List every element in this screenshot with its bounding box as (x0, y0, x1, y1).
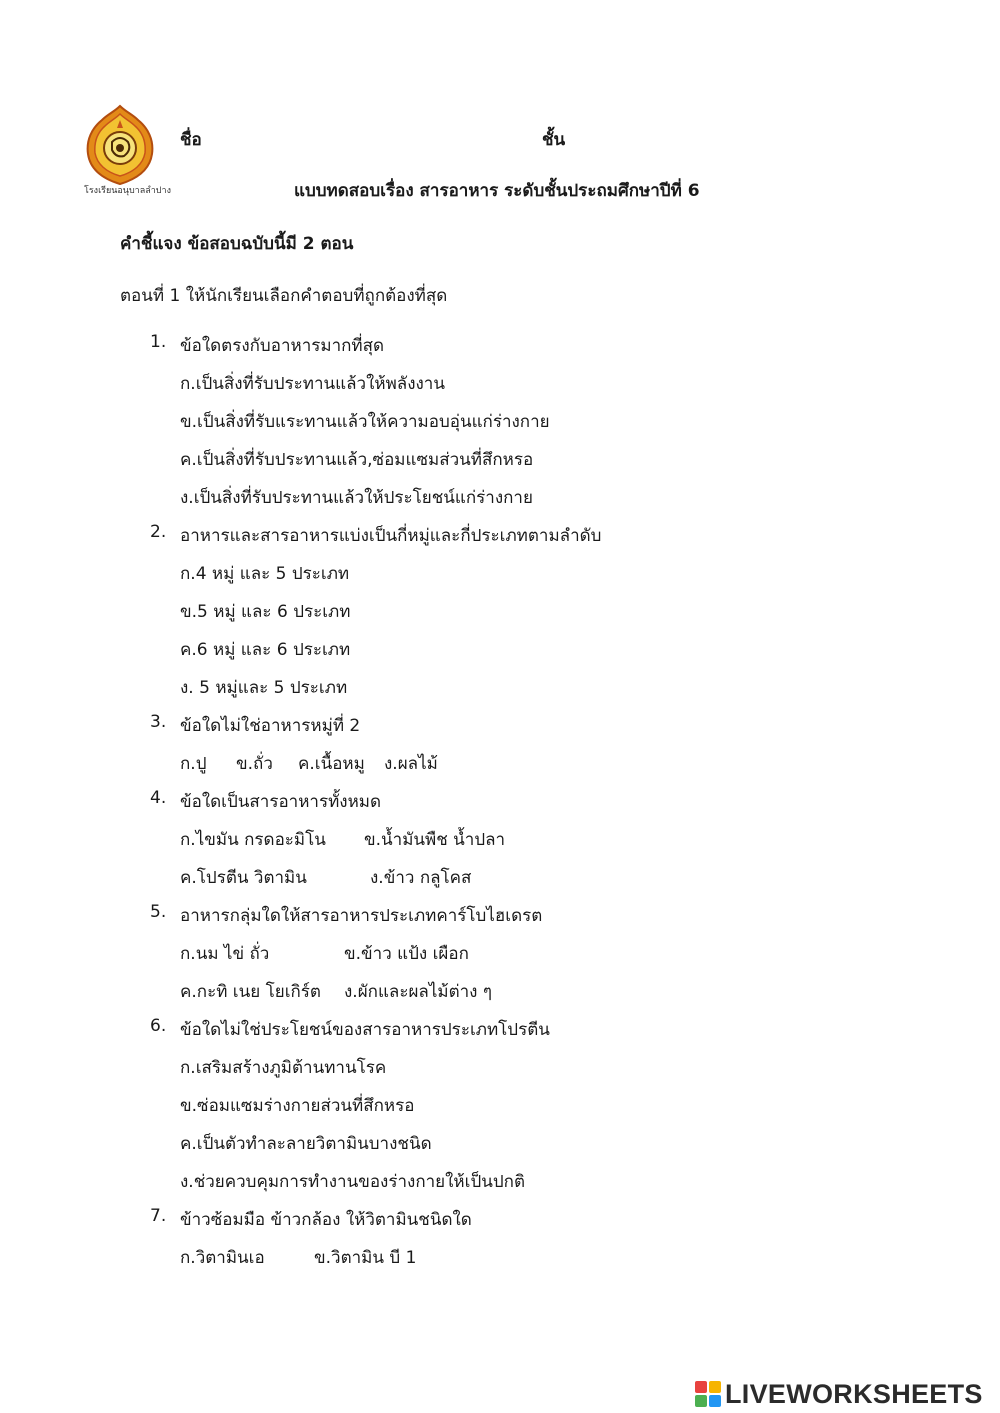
answer-option: ง.เป็นสิ่งที่รับประทานแล้วให้ประโยชน์แก่ร่างกาย (180, 488, 533, 508)
answer-option: ก.ไขมัน กรดอะมิโน (180, 830, 326, 850)
answer-option: ง. 5 หมู่และ 5 ประเภท (180, 678, 348, 698)
answer-option: ก.วิตามินเอ (180, 1248, 265, 1268)
page-title: แบบทดสอบเรื่อง สารอาหาร ระดับชั้นประถมศึกษาปีที่ 6 (294, 181, 700, 201)
answer-option: ค.เป็นสิ่งที่รับประทานแล้ว,ซ่อมแซมส่วนที่สึกหรอ (180, 450, 534, 470)
answer-option: ข.น้ำมันพืช น้ำปลา (364, 830, 506, 850)
question-number: 7. (150, 1206, 167, 1226)
answer-option: ค.เป็นตัวทำละลายวิตามินบางชนิด (180, 1134, 432, 1154)
question-text: อาหารกลุ่มใดให้สารอาหารประเภทคาร์โบไฮเดรต (180, 906, 543, 926)
answer-option: ก.4 หมู่ และ 5 ประเภท (180, 564, 350, 584)
answer-option: ง.ข้าว กลูโคส (370, 868, 472, 888)
answer-option: ค.กะทิ เนย โยเกิร์ต (180, 982, 321, 1002)
watermark-text: LIVEWORKSHEETS (725, 1378, 983, 1409)
question-text: ข้อใดเป็นสารอาหารทั้งหมด (180, 792, 382, 812)
answer-option: ข.ถั่ว (236, 754, 273, 774)
answer-option: ค.6 หมู่ และ 6 ประเภท (180, 640, 351, 660)
answer-option: ค.เนื้อหมู (298, 754, 365, 774)
answer-option: ก.เป็นสิ่งที่รับประทานแล้วให้พลังงาน (180, 374, 445, 394)
answer-option: ค.โปรตีน วิตามิน (180, 868, 307, 888)
answer-option: ง.ช่วยควบคุมการทำงานของร่างกายให้เป็นปกติ (180, 1172, 525, 1192)
question-number: 2. (150, 522, 167, 542)
liveworksheets-watermark[interactable] (695, 1376, 983, 1412)
question-text: ข้อใดไม่ใช่ประโยชน์ของสารอาหารประเภทโปรตีน (180, 1020, 550, 1040)
question-text: ข้าวซ้อมมือ ข้าวกล้อง ให้วิตามินชนิดใด (180, 1210, 472, 1230)
question-number: 1. (150, 332, 167, 352)
answer-option: ก.ปู (180, 754, 207, 774)
question-number: 3. (150, 712, 167, 732)
liveworksheets-logo-icon (695, 1381, 721, 1407)
question-text: ข้อใดไม่ใช่อาหารหมู่ที่ 2 (180, 716, 361, 736)
part1-instruction: ตอนที่ 1 ให้นักเรียนเลือกคำตอบที่ถูกต้องที่สุด (120, 286, 448, 306)
answer-option: ข.5 หมู่ และ 6 ประเภท (180, 602, 351, 622)
answer-option: ก.เสริมสร้างภูมิต้านทานโรค (180, 1058, 387, 1078)
question-number: 4. (150, 788, 167, 808)
answer-option: ข.ซ่อมแซมร่างกายส่วนที่สึกหรอ (180, 1096, 415, 1116)
name-label: ชื่อ (180, 130, 202, 150)
answer-option: ง.ผักและผลไม้ต่าง ๆ (344, 982, 493, 1002)
answer-option: ง.ผลไม้ (384, 754, 438, 774)
question-text: อาหารและสารอาหารแบ่งเป็นกี่หมู่และกี่ประเภทตามลำดับ (180, 526, 602, 546)
answer-option: ก.นม ไข่ ถั่ว (180, 944, 270, 964)
question-text: ข้อใดตรงกับอาหารมากที่สุด (180, 336, 385, 356)
class-label: ชั้น (542, 130, 566, 150)
question-number: 5. (150, 902, 167, 922)
logo-caption: โรงเรียนอนุบาลลำปาง (84, 186, 171, 196)
answer-option: ข.วิตามิน บี 1 (314, 1248, 417, 1268)
question-number: 6. (150, 1016, 167, 1036)
instructions-heading: คำชี้แจง ข้อสอบฉบับนี้มี 2 ตอน (120, 234, 354, 254)
answer-option: ข.เป็นสิ่งที่รับแระทานแล้วให้ความอบอุ่นแก่ร่างกาย (180, 412, 550, 432)
answer-option: ข.ข้าว แป้ง เผือก (344, 944, 469, 964)
